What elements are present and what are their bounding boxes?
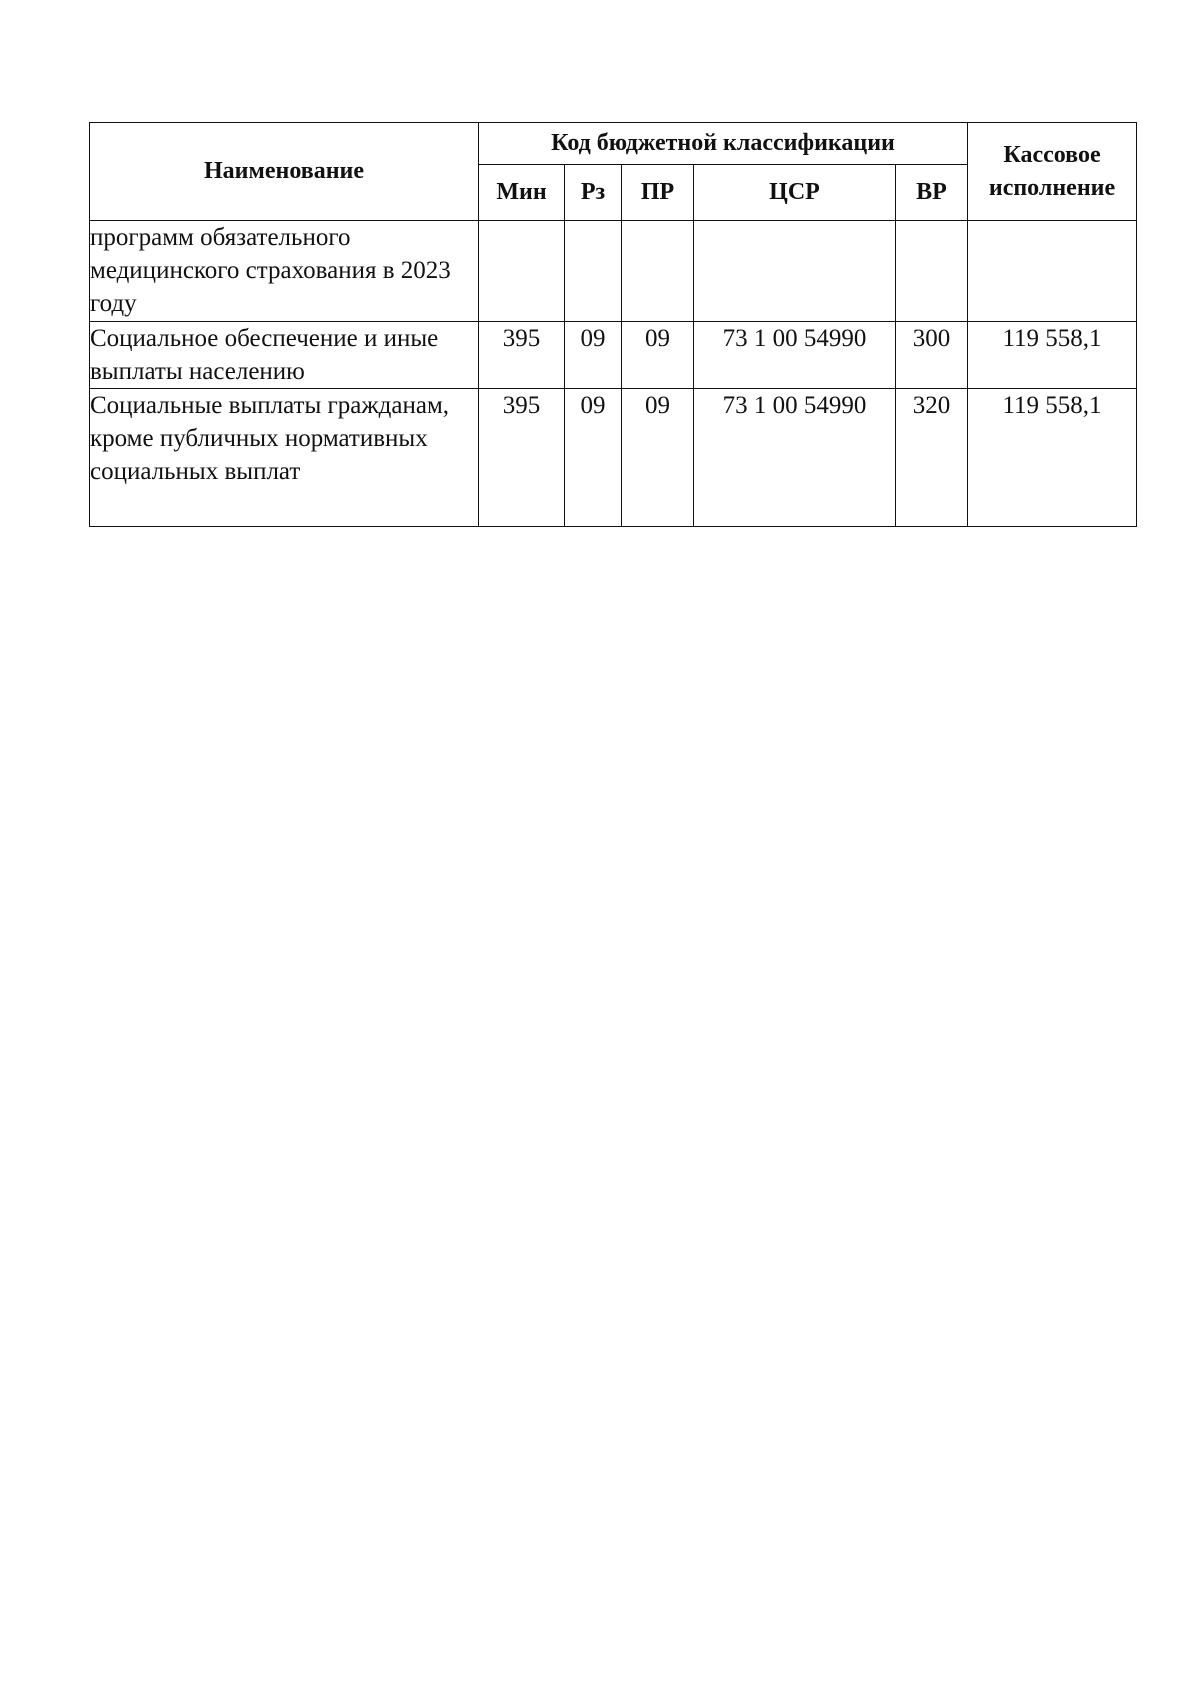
header-rz: Рз [565, 165, 622, 221]
cell-vr: 300 [896, 322, 968, 389]
cell-amount: 119 558,1 [968, 389, 1137, 527]
cell-csr [694, 221, 896, 322]
header-name: Наименование [90, 123, 479, 221]
cell-name: Социальное обеспечение и иные выплаты населению [90, 322, 479, 389]
cell-min: 395 [479, 322, 565, 389]
cell-min [479, 221, 565, 322]
cell-name: программ обязательного медицинского страхования в 2023 году [90, 221, 479, 322]
header-csr: ЦСР [694, 165, 896, 221]
header-vr: ВР [896, 165, 968, 221]
cell-vr [896, 221, 968, 322]
table-row [90, 322, 1137, 389]
cell-pr [622, 221, 694, 322]
table-row [90, 389, 1137, 527]
cell-rz: 09 [565, 322, 622, 389]
cell-name: Социальные выплаты гражданам, кроме публичных нормативных социальных выплат [90, 389, 479, 527]
cell-amount: 119 558,1 [968, 322, 1137, 389]
cell-csr: 73 1 00 54990 [694, 322, 896, 389]
cell-min: 395 [479, 389, 565, 527]
budget-execution-table [89, 122, 1137, 527]
header-min: Мин [479, 165, 565, 221]
cell-pr: 09 [622, 322, 694, 389]
cell-amount [968, 221, 1137, 322]
header-cash-execution: Кассовое исполнение [968, 123, 1137, 221]
cell-rz: 09 [565, 389, 622, 527]
cell-rz [565, 221, 622, 322]
table-row [90, 221, 1137, 322]
header-pr: ПР [622, 165, 694, 221]
cell-vr: 320 [896, 389, 968, 527]
header-budget-code-group: Код бюджетной классификации [479, 123, 968, 165]
cell-csr: 73 1 00 54990 [694, 389, 896, 527]
cell-pr: 09 [622, 389, 694, 527]
